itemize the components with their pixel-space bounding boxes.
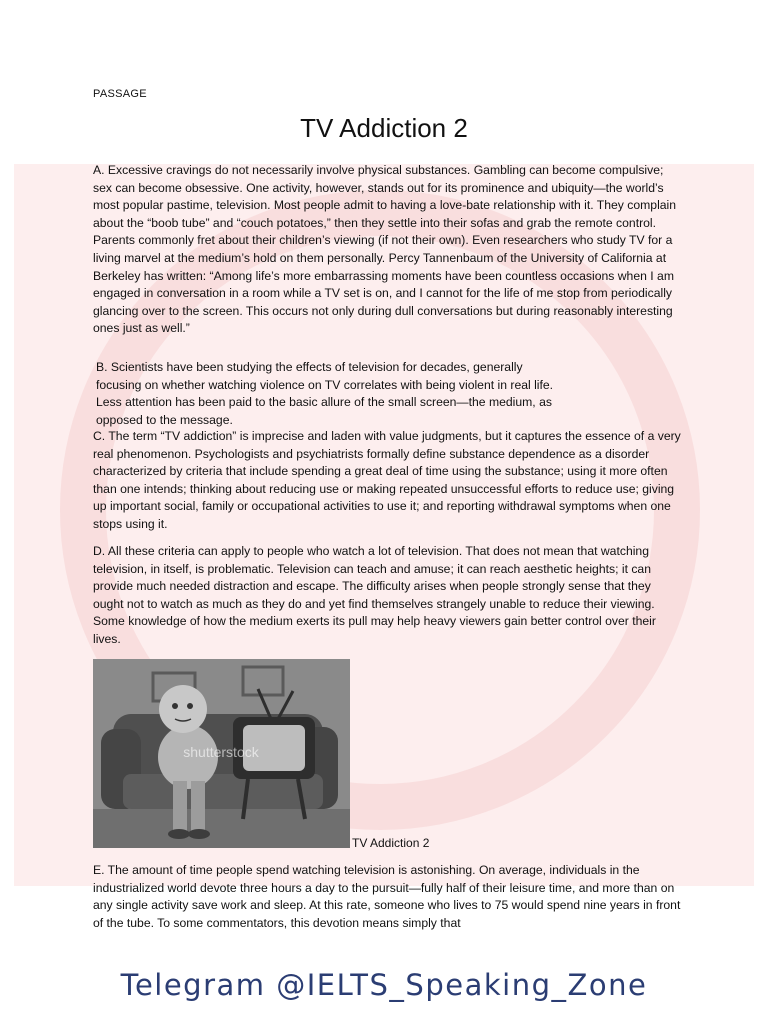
paragraph-b-line: Less attention has been paid to the basic allure of the small screen—the medium, as	[96, 395, 552, 410]
paragraph-d: D. All these criteria can apply to people who watch a lot of television. That does not mean that watching television, in itself, is problematic. Television can teach and amuse; it can reach aesthetic heights; it can provide much needed distraction and escape. The difficulty arises when people strongly sense that they ought not to watch as much as they do and yet find themselves strangely unable to reduce their viewing. Some knowledge of how the medium exerts its pull may help heavy viewers gain better control over their lives.	[93, 544, 656, 646]
paragraph-c: C. The term “TV addiction” is imprecise and laden with value judgments, but it captures the essence of a very real phenomenon. Psychologists and psychiatrists formally define substance dependence as a disorder characterized by criteria that include spending a great deal of time using the substance; using it more often than one intends; thinking about reducing use or making repeated unsuccessful efforts to reduce use; giving up important social, family or occupational activities to use it; and reporting withdrawal symptoms when one stops using it.	[93, 429, 681, 531]
image-caption: TV Addiction 2	[352, 836, 430, 850]
paragraph-b-line: focusing on whether watching violence on TV correlates with being violent in real life.	[96, 377, 554, 392]
tv-watcher-illustration	[93, 659, 350, 848]
cartoon-illustration	[93, 659, 350, 848]
paragraph-a: A. Excessive cravings do not necessarily involve physical substances. Gambling can become compulsive; sex can become obsessive. One activity, however, stands out for its prominence and ubiquity—the world’s most popular pastime, television. Most people admit to having a love-bate relationship with it. They complain about the “boob tube” and “couch potatoes,” then they settle into their sofas and grab the remote control. Parents commonly fret about their children’s viewing (if not their own). Even researchers who study TV for a living marvel at the medium’s hold on them personally. Percy Tannenbaum of the University of California at Berkeley has written: “Among life’s more embarrassing moments have been countless occasions when I am engaged in conversation in a room while a TV set is on, and I cannot for the life of me stop from periodically glancing over to the screen. This occurs not only during dull conversations but during reasonably interesting ones just as well.”	[93, 163, 677, 336]
paragraph-e: E. The amount of time people spend watching television is astonishing. On average, individuals in the industrialized world devote three hours a day to the pursuit—fully half of their leisure time, and more than on any single activity save work and sleep. At this rate, someone who lives to 75 would spend nine years in front of the tube. To some commentators, this devotion means simply that	[93, 863, 681, 930]
paragraph-b-line: opposed to the message.	[96, 412, 233, 427]
paragraph-b	[96, 359, 606, 429]
stock-watermark-text: shutterstock	[183, 744, 259, 760]
paragraph-b-line: B. Scientists have been studying the effects of television for decades, generally	[96, 360, 523, 374]
telegram-footer: Telegram @IELTS_Speaking_Zone	[120, 968, 648, 1002]
passage-label: PASSAGE	[93, 88, 147, 100]
page-title: TV Addiction 2	[300, 113, 468, 143]
